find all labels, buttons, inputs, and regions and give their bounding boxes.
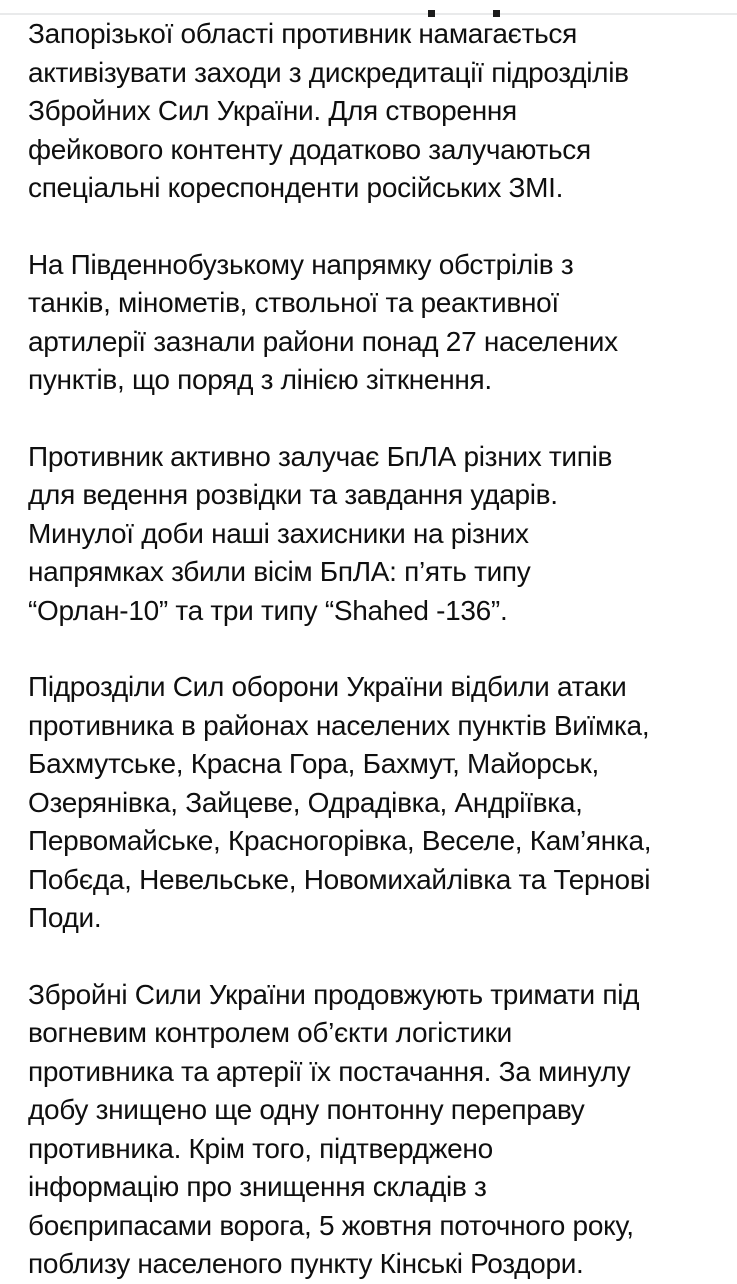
paragraph bbox=[28, 976, 728, 1284]
text-line: боєприпасами ворога, 5 жовтня поточного року, bbox=[28, 1209, 634, 1241]
paragraph bbox=[28, 15, 728, 208]
text-line: пунктів, що поряд з лінією зіткнення. bbox=[28, 364, 492, 395]
text-line: Збройних Сил України. Для створення bbox=[28, 95, 517, 126]
text-line: Противник активно залучає БпЛА різних типів bbox=[28, 440, 613, 472]
paragraph bbox=[28, 438, 728, 631]
text-line: інформацію про знищення складів з bbox=[28, 1171, 487, 1202]
article-text bbox=[28, 15, 728, 1284]
text-line: Підрозділи Сил оборони України відбили атаки bbox=[28, 671, 627, 702]
paragraph bbox=[28, 246, 728, 400]
text-line: активізувати заходи з дискредитації підрозділів bbox=[28, 56, 629, 88]
text-line: противника та артерії їх постачання. За минулу bbox=[28, 1055, 631, 1087]
text-line: “Орлан-10” та три типу “Shahed -136”. bbox=[28, 594, 508, 626]
text-line: Первомайське, Красногорівка, Веселе, Кам’янка, bbox=[28, 825, 652, 856]
text-line: вогневим контролем об’єкти логістики bbox=[28, 1017, 512, 1048]
paragraph bbox=[28, 668, 728, 938]
text-line: Озерянівка, Зайцеве, Одрадівка, Андріївка, bbox=[28, 786, 583, 818]
text-line: противника в районах населених пунктів Виїмка, bbox=[28, 709, 650, 741]
text-line: Минулої доби наші захисники на різних bbox=[28, 517, 529, 549]
text-line: Поди. bbox=[28, 902, 102, 933]
text-line: Запорізької області противник намагається bbox=[28, 18, 577, 49]
text-line: напрямках збили вісім БпЛА: п’ять типу bbox=[28, 556, 531, 587]
text-line: Збройні Сили України продовжують тримати під bbox=[28, 978, 640, 1010]
text-line: для ведення розвідки та завдання ударів. bbox=[28, 479, 558, 510]
text-line: спеціальні кореспонденти російських ЗМІ. bbox=[28, 172, 564, 203]
text-line: поблизу населеного пункту Кінські Роздори. bbox=[28, 1248, 584, 1279]
text-line: танків, мінометів, ствольної та реактивної bbox=[28, 287, 559, 318]
text-line: артилерії зазнали райони понад 27 населених bbox=[28, 325, 618, 357]
text-line: фейкового контенту додатково залучаються bbox=[28, 133, 591, 165]
text-line: противника. Крім того, підтверджено bbox=[28, 1132, 493, 1164]
text-line: Побєда, Невельське, Новомихайлівка та Тернові bbox=[28, 863, 651, 895]
text-line: На Південнобузькому напрямку обстрілів з bbox=[28, 248, 574, 280]
text-line: Бахмутське, Красна Гора, Бахмут, Майорськ, bbox=[28, 748, 599, 779]
text-line: добу знищено ще одну понтонну переправу bbox=[28, 1094, 585, 1125]
